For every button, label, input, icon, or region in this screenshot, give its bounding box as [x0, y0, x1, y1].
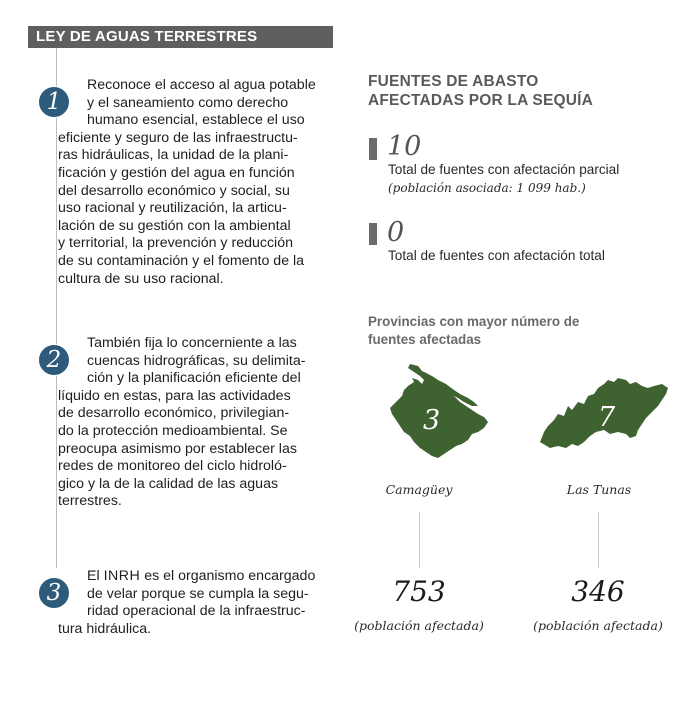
- las-tunas-name: Las Tunas: [566, 482, 632, 497]
- las-tunas-population: 346: [571, 575, 625, 608]
- camaguey-name: Camagüey: [385, 482, 453, 497]
- stat-bar-marker: [369, 223, 377, 245]
- provinces-title: Provincias con mayor número de fuentes afectadas: [368, 314, 580, 347]
- las-tunas-connector-line: [598, 512, 599, 568]
- stat-bar-marker: [369, 138, 377, 160]
- partial-sources-label: Total de fuentes con afectación parcial: [388, 162, 620, 177]
- number-badge-2: 2: [38, 344, 70, 376]
- law-item-2-text: También fija lo concerniente a las cuencas hidrográficas, su delimita- ción y la planificación eficiente del líquido en estas, para las actividades de desarrollo económico, privilegian- do la protección medioambiental. Se preocupa asimismo por establecer las redes de monitoreo del ciclo hidroló- gico y la de la calidad de las aguas terrestres.: [58, 335, 306, 510]
- inrh-abbreviation: INRH: [103, 568, 141, 584]
- partial-sources-value: 10: [387, 131, 422, 162]
- section-header: LEY DE AGUAS TERRESTRES: [28, 26, 333, 48]
- las-tunas-count: 7: [598, 402, 616, 433]
- camaguey-population-label: (población afectada): [354, 618, 484, 633]
- total-sources-label: Total de fuentes con afectación total: [388, 248, 605, 263]
- camaguey-connector-line: [419, 512, 420, 568]
- law-item-1-text: Reconoce el acceso al agua potable y el saneamiento como derecho humano esencial, establece el uso eficiente y seguro de las infraestructu- ras hidráulicas, la unidad de la plani- ficación y gestión del agua en función del desarrollo económico y social, su uso racional y reutilización, la articu- lación de su gestión con la ambiental y territorial, la prevención y reducción de su contaminación y el fomento de la cultura de su uso racional.: [58, 77, 316, 287]
- timeline-line: [56, 48, 57, 568]
- total-sources-value: 0: [387, 217, 405, 248]
- sources-title: FUENTES DE ABASTO AFECTADAS POR LA SEQUÍA: [368, 73, 594, 109]
- partial-sources-note: (población asociada: 1 099 hab.): [388, 181, 586, 195]
- number-badge-1: 1: [38, 86, 70, 118]
- camaguey-count: 3: [423, 405, 441, 436]
- law-item-3-text: El INRH es el organismo encargado de velar porque se cumpla la segu- ridad operacional de la infraestruc- tura hidráulica.: [58, 568, 316, 637]
- las-tunas-population-label: (población afectada): [533, 618, 663, 633]
- camaguey-population: 753: [392, 575, 446, 608]
- number-badge-3: 3: [38, 577, 70, 609]
